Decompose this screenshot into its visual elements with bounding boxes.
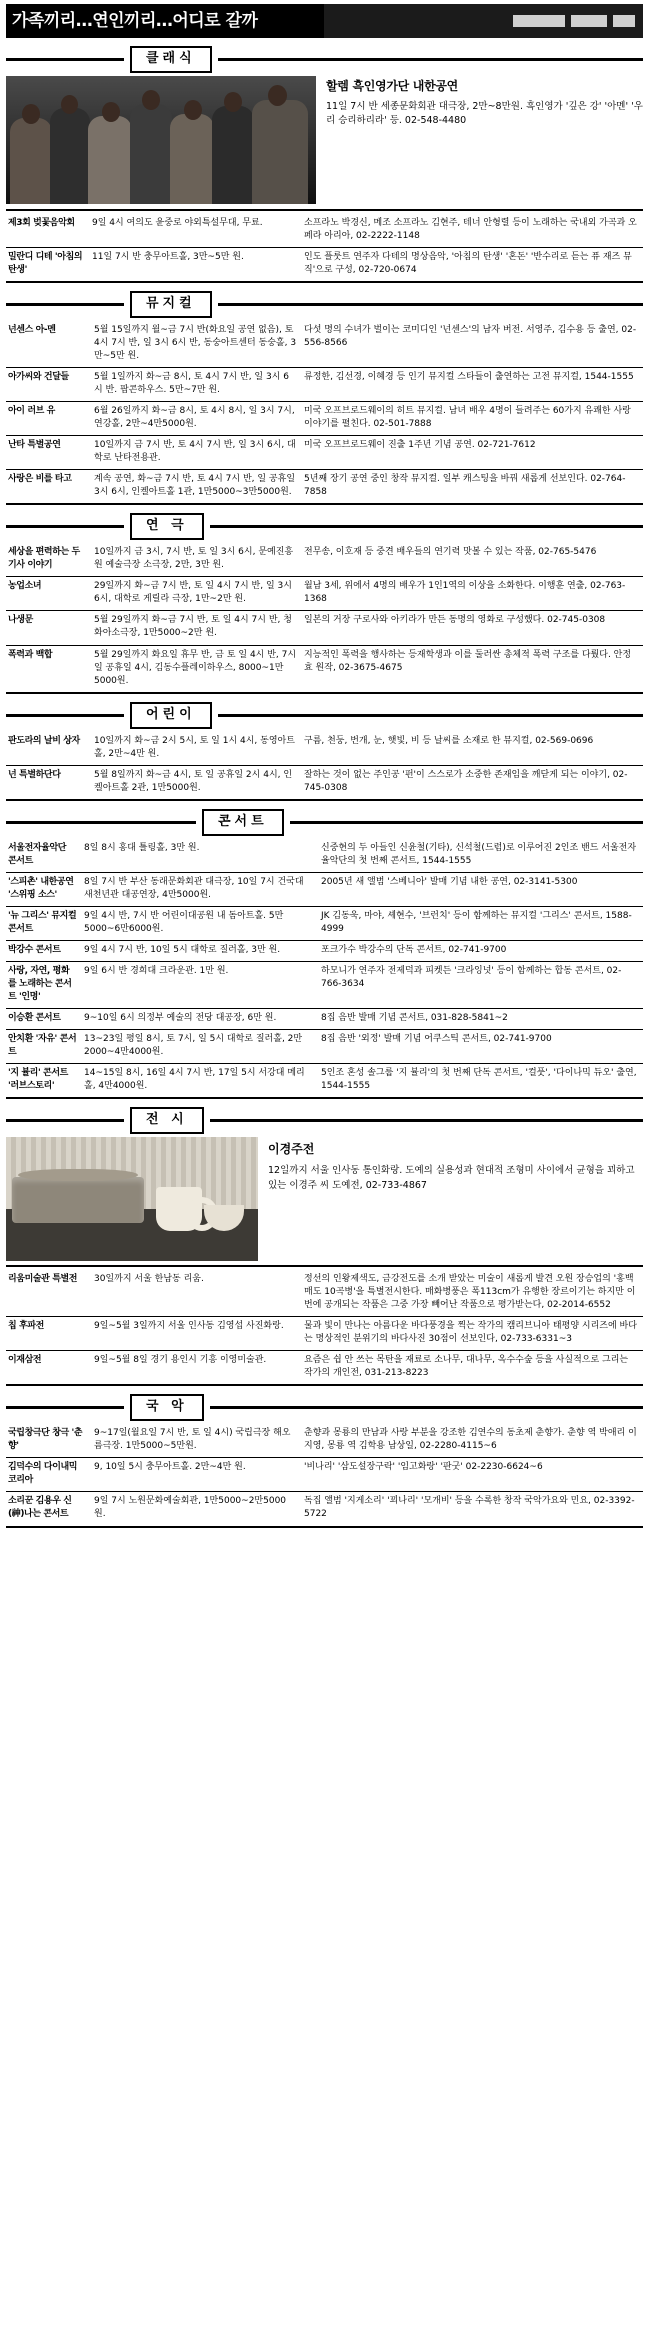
- table-row: [6, 1270, 643, 1317]
- table-row: [6, 1064, 643, 1099]
- row-desc: 전무송, 이호재 등 중견 배우들의 연기력 맛볼 수 있는 작품, 02-765-5476: [302, 543, 643, 577]
- row-detail: 8일 8시 홍대 틀링홀, 3만 원.: [82, 839, 312, 873]
- row-detail: 9, 10일 5시 충무아트홀. 2만~4만 원.: [92, 1458, 302, 1492]
- table-row: [6, 611, 643, 645]
- feature-title-exhibition: 이경주전: [268, 1142, 315, 1157]
- table-row: [6, 368, 643, 402]
- rule-left: [6, 714, 124, 717]
- rule-left: [6, 1119, 124, 1122]
- row-title: 아가씨와 건달들: [6, 368, 92, 402]
- listing-musical: [6, 321, 643, 506]
- table-row: [6, 577, 643, 611]
- rule-right: [210, 525, 643, 528]
- row-detail: 8일 7시 반 부산 동래문화회관 대극장, 10일 7시 건국대 새천년관 대공연장, 4만5000원.: [82, 872, 312, 906]
- row-detail: 29일까지 화~금 7시 반, 토 일 4시 7시 반, 일 3시 6시, 대학로 게릴라 극장, 1만~2만 원.: [92, 577, 302, 611]
- newspaper-page: [0, 4, 649, 1544]
- row-title: '뉴 그리스' 뮤지컬 콘서트: [6, 906, 82, 940]
- row-desc: 포크가수 박강수의 단독 콘서트, 02-741-9700: [319, 940, 643, 961]
- section-label-concert: 콘서트: [202, 809, 284, 836]
- section-header-gugak: [6, 1394, 643, 1421]
- listing-concert: [6, 839, 643, 1100]
- row-desc: 지능적인 폭력을 행사하는 등재학생과 이를 둘러싼 총체적 폭력 구조를 다뤘다. 안정효 원작, 02-3675-4675: [302, 645, 643, 693]
- masthead: [6, 4, 643, 38]
- row-title: 리움미술관 특별전: [6, 1270, 92, 1317]
- table-row: [6, 247, 643, 282]
- row-desc: 다섯 명의 수녀가 벌이는 코미디인 '넌센스'의 남자 버전. 서영주, 김수용 등 출연, 02-556-8566: [302, 321, 643, 368]
- row-detail: 5월 15일까지 월~금 7시 반(화요일 공연 없음), 토 4시 7시 반, 일 3시 6시 반, 동숭아트센터 동숭홀, 3만~5만 원.: [92, 321, 302, 368]
- table-row: [6, 470, 643, 505]
- listing-gugak: [6, 1424, 643, 1527]
- row-gap: [312, 940, 319, 961]
- row-detail: 9일 7시 노원문화예술회관, 1만5000~2만5000원.: [92, 1492, 302, 1527]
- table-row: [6, 214, 643, 248]
- decor-block-1: [513, 15, 565, 27]
- row-title: 김덕수의 다이내믹 코리아: [6, 1458, 92, 1492]
- table-row: [6, 1458, 643, 1492]
- section-label-gugak: 국 악: [130, 1394, 204, 1421]
- row-title: 칩 후파전: [6, 1317, 92, 1351]
- row-detail: 13~23일 평일 8시, 토 7시, 일 5시 대학로 질러홀, 2만2000~4만4000원.: [82, 1030, 312, 1064]
- rule-right: [290, 821, 643, 824]
- row-title: '스피촌' 내한공연 '스위핑 소스': [6, 872, 82, 906]
- table-row: [6, 321, 643, 368]
- rule-left: [6, 1406, 124, 1409]
- row-desc: 정선의 인왕제색도, 금강전도를 소개 받았는 미술이 새롭게 발견 오원 장승업의 '홍백매도 10곡병'을 특별전시한다. 매화병풍은 폭113cm가 유행한 장르이기는 하지만 이번에 공개되는 작품은 그중 가장 빼어난 작품으로 평가받는다, 02-2014-6552: [302, 1270, 643, 1317]
- divider: [6, 1265, 643, 1267]
- section-header-play: [6, 513, 643, 540]
- rule-right: [210, 1119, 643, 1122]
- row-desc: 소프라노 박경신, 메조 소프라노 김현주, 테너 안형렬 등이 노래하는 국내외 가곡과 오페라 아리아, 02-2222-1148: [302, 214, 643, 248]
- rule-right: [210, 1406, 643, 1409]
- row-desc: 월남 3세, 위에서 4명의 배우가 1인1역의 이상을 소화한다. 이행훈 연출, 02-763-1368: [302, 577, 643, 611]
- section-header-musical: [6, 291, 643, 318]
- row-detail: 계속 공연, 화~금 7시 반, 토 4시 7시 반, 일 공휴일 3시 6시, 인켈아트홀 1관, 1만5000~3만5000원.: [92, 470, 302, 505]
- row-gap: [312, 1064, 319, 1099]
- masthead-title: 가족끼리…연인끼리…어디로 갈까: [6, 4, 324, 38]
- row-title: 넌 특별하단다: [6, 765, 92, 800]
- row-desc: 춘향과 몽룡의 만남과 사랑 부분을 강조한 김연수의 동초제 춘향가. 춘향 역 박애리 이지영, 몽룡 역 김학용 남상일, 02-2280-4115~6: [302, 1424, 643, 1458]
- listing-kids: [6, 732, 643, 801]
- row-desc: 류정한, 김선경, 이혜경 등 인기 뮤지컬 스타들이 출연하는 고전 뮤지컬, 1544-1555: [302, 368, 643, 402]
- table-row: [6, 645, 643, 693]
- row-title: 박강수 콘서트: [6, 940, 82, 961]
- row-title: 국립창극단 창극 '춘향': [6, 1424, 92, 1458]
- row-title: 소리꾼 김용우 신(神)나는 콘서트: [6, 1492, 92, 1527]
- feature-classic: [6, 76, 643, 204]
- row-desc: 잘하는 것이 없는 주인공 '펀'이 스스로가 소중한 존재임을 깨닫게 되는 이야기, 02-745-0308: [302, 765, 643, 800]
- feature-text-exhibition: [268, 1137, 643, 1261]
- row-gap: [312, 961, 319, 1008]
- rule-right: [218, 714, 643, 717]
- decor-block-2: [571, 15, 607, 27]
- row-detail: 5월 8일까지 화~금 4시, 토 일 공휴일 2시 4시, 인켈아트홀 2관, 1만5000원.: [92, 765, 302, 800]
- rule-right: [218, 58, 643, 61]
- row-desc: 미국 오프브로드웨이 진출 1주년 기념 공연. 02-721-7612: [302, 436, 643, 470]
- listing-exhibition: [6, 1270, 643, 1386]
- row-detail: 10일까지 화~금 2시 5시, 토 일 1시 4시, 동영아트홀, 2만~4만 원.: [92, 732, 302, 766]
- feature-photo-classic: [6, 76, 316, 204]
- row-detail: 11일 7시 반 충무아트홀, 3만~5만 원.: [90, 247, 302, 282]
- listing-play: [6, 543, 643, 693]
- decor-block-3: [613, 15, 635, 27]
- feature-body-classic: 11일 7시 반 세종문화회관 대극장, 2만~8만원. 흑인영가 '깊은 강' '아멘' '우리 승리하리라' 등. 02-548-4480: [326, 101, 643, 127]
- masthead-decor: [324, 4, 643, 38]
- row-title: 난타 특별공연: [6, 436, 92, 470]
- row-detail: 9일 4시 여의도 윤중로 야외특설무대, 무료.: [90, 214, 302, 248]
- rule-left: [6, 525, 124, 528]
- row-title: 아이 러브 유: [6, 402, 92, 436]
- table-row: [6, 1317, 643, 1351]
- row-title: 농업소녀: [6, 577, 92, 611]
- row-detail: 9일~5월 8일 경기 용인시 기흥 이영미술관.: [92, 1351, 302, 1386]
- table-row: [6, 436, 643, 470]
- table-row: [6, 1492, 643, 1527]
- row-desc: 물과 빛이 만나는 아름다운 바다풍경을 찍는 작가의 캠리브니아 태평양 시리즈에 바다는 명상적인 분위기의 바다사진 30점이 선보인다, 02-733-6331~3: [302, 1317, 643, 1351]
- row-desc: 일본의 거장 구로사와 아키라가 만든 동명의 영화로 구성했다. 02-745-0308: [302, 611, 643, 645]
- feature-title-classic: 할렘 흑인영가단 내한공연: [326, 78, 458, 93]
- row-title: 제3회 벚꽃음악회: [6, 214, 90, 248]
- table-row: [6, 1009, 643, 1030]
- row-desc: 독집 앨범 '지게소리' '꾀나리' '모개비' 등을 수록한 창작 국악가요와 민요, 02-3392-5722: [302, 1492, 643, 1527]
- row-title: 세상을 편력하는 두 기사 이야기: [6, 543, 92, 577]
- row-desc: '비나리' '삼도설장구락' '임고화랑' '판굿' 02-2230-6624~6: [302, 1458, 643, 1492]
- rule-left: [6, 303, 124, 306]
- row-detail: 10일까지 금 7시 반, 토 4시 7시 반, 일 3시 6시, 대학로 난타전용관.: [92, 436, 302, 470]
- row-desc: 미국 오프브로드웨이의 히트 뮤지컬. 남녀 배우 4명이 들려주는 60가지 유쾌한 사랑 이야기를 펼친다. 02-501-7888: [302, 402, 643, 436]
- rule-left: [6, 821, 196, 824]
- row-gap: [312, 839, 319, 873]
- section-label-classic: 클래식: [130, 46, 212, 73]
- row-title: 밀란디 디테 '아침의 탄생': [6, 247, 90, 282]
- row-gap: [312, 906, 319, 940]
- feature-photo-exhibition: [6, 1137, 258, 1261]
- divider: [6, 209, 643, 211]
- section-header-concert: [6, 809, 643, 836]
- table-row: [6, 906, 643, 940]
- row-detail: 9~17일(월요일 7시 반, 토 일 4시) 국립극장 해오름극장. 1만5000~5만원.: [92, 1424, 302, 1458]
- row-gap: [312, 1009, 319, 1030]
- row-desc: 요즘은 쉽 안 쓰는 목탄을 재료로 소나무, 대나무, 옥수수숲 등을 사실적으로 그리는 작가의 개인전, 031-213-8223: [302, 1351, 643, 1386]
- row-detail: 5월 29일까지 화요일 휴무 반, 금 토 일 4시 반, 7시 일 공휴일 4시, 김동수플레이하우스, 8000~1만5000원.: [92, 645, 302, 693]
- row-title: 폭력과 백합: [6, 645, 92, 693]
- row-title: 판도라의 날비 상자: [6, 732, 92, 766]
- listing-classic: [6, 214, 643, 283]
- row-title: 사랑은 비를 타고: [6, 470, 92, 505]
- table-row: [6, 1030, 643, 1064]
- row-desc: 구름, 천둥, 번개, 눈, 햇빛, 비 등 날씨를 소재로 한 뮤지컬, 02-569-0696: [302, 732, 643, 766]
- row-detail: 9일 4시 7시 반, 10일 5시 대학로 질러홀, 3만 원.: [82, 940, 312, 961]
- table-row: [6, 765, 643, 800]
- rule-right: [218, 303, 643, 306]
- row-title: 안치환 '자유' 콘서트: [6, 1030, 82, 1064]
- row-desc: 5년째 장기 공연 중인 창작 뮤지컬. 일부 캐스팅을 바꿔 새롭게 선보인다. 02-764-7858: [302, 470, 643, 505]
- section-label-musical: 뮤지컬: [130, 291, 212, 318]
- feature-text-classic: [326, 76, 643, 204]
- footer-spacer: [6, 1528, 643, 1534]
- row-detail: 5월 1일까지 화~금 8시, 토 4시 7시 반, 일 3시 6시 반. 팝콘하우스. 5만~7만 원.: [92, 368, 302, 402]
- row-desc: 하모니가 연주자 전제덕과 피켓든 '크라잉넛' 등이 함께하는 합동 콘서트, 02-766-3634: [319, 961, 643, 1008]
- row-desc: 2005년 새 앨범 '스베니아' 발매 기념 내한 공연, 02-3141-5300: [319, 872, 643, 906]
- row-detail: 9~10일 6시 의정부 예술의 전당 대공장, 6만 원.: [82, 1009, 312, 1030]
- table-row: [6, 732, 643, 766]
- row-title: 이재삼전: [6, 1351, 92, 1386]
- section-label-play: 연 극: [130, 513, 204, 540]
- table-row: [6, 1351, 643, 1386]
- row-desc: 8집 음반 '외정' 발매 기념 어쿠스틱 콘서트, 02-741-9700: [319, 1030, 643, 1064]
- section-header-exhibition: [6, 1107, 643, 1134]
- section-label-kids: 어린이: [130, 702, 212, 729]
- row-detail: 6월 26일까지 화~금 8시, 토 4시 8시, 일 3시 7시, 연강홀, 2만~4만5000원.: [92, 402, 302, 436]
- row-title: 서울전자율악단 콘서트: [6, 839, 82, 873]
- rule-left: [6, 58, 124, 61]
- table-row: [6, 940, 643, 961]
- row-detail: 9일 6시 반 경희대 크라운관. 1만 원.: [82, 961, 312, 1008]
- row-gap: [312, 872, 319, 906]
- table-row: [6, 543, 643, 577]
- row-detail: 5월 29일까지 화~금 7시 반, 토 일 4시 7시 반, 청화아소극장, 1만5000~2만 원.: [92, 611, 302, 645]
- row-desc: 5인조 혼성 솔그룹 '지 뷸리'의 첫 번째 단독 콘서트, '컬풋', '다이나믹 듀오' 출연, 1544-1555: [319, 1064, 643, 1099]
- row-detail: 9일 4시 반, 7시 반 어린이대공원 내 돔아트홀. 5만5000~6만6000원.: [82, 906, 312, 940]
- feature-exhibition: [6, 1137, 643, 1261]
- row-desc: JK 김동욱, 마야, 셰현수, '브런치' 등이 함께하는 뮤지컬 '그리스' 콘서트, 1588-4999: [319, 906, 643, 940]
- section-header-classic: [6, 46, 643, 73]
- row-desc: 신중현의 두 아들인 신윤철(기타), 신석철(드럼)로 이루어진 2인조 밴드 서울전자율악단의 첫 번째 콘서트, 1544-1555: [319, 839, 643, 873]
- feature-body-exhibition: 12일까지 서울 인사동 통인화랑. 도예의 실용성과 현대적 조형미 사이에서 균형을 꾀하고 있는 이경주 씨 도예전, 02-733-4867: [268, 1165, 635, 1192]
- table-row: [6, 961, 643, 1008]
- row-title: 넌센스 아-멘: [6, 321, 92, 368]
- section-header-kids: [6, 702, 643, 729]
- row-title: '지 뷸리' 콘서트 '러브스토리': [6, 1064, 82, 1099]
- table-row: [6, 839, 643, 873]
- row-title: 나생문: [6, 611, 92, 645]
- row-title: 이승환 콘서트: [6, 1009, 82, 1030]
- table-row: [6, 872, 643, 906]
- table-row: [6, 402, 643, 436]
- row-detail: 9일~5월 3일까지 서울 인사동 김영섭 사진화랑.: [92, 1317, 302, 1351]
- row-desc: 8집 음반 발매 기념 콘서트, 031-828-5841~2: [319, 1009, 643, 1030]
- section-label-exhibition: 전 시: [130, 1107, 204, 1134]
- row-detail: 30일까지 서울 한남동 리움.: [92, 1270, 302, 1317]
- table-row: [6, 1424, 643, 1458]
- row-gap: [312, 1030, 319, 1064]
- row-title: 사랑, 자연, 평화를 노래하는 콘서트 '인명': [6, 961, 82, 1008]
- row-detail: 14~15일 8시, 16일 4시 7시 반, 17일 5시 서강대 메리홀, 4만4000원.: [82, 1064, 312, 1099]
- row-detail: 10일까지 금 3시, 7시 반, 토 일 3시 6시, 문예진흥원 예술극장 소극장, 2만, 3만 원.: [92, 543, 302, 577]
- row-desc: 인도 플룻트 연주자 다테의 명상음악, '아침의 탄생' '혼돈' '반수리로 듣는 퓨 재즈 뮤직'으로 구성, 02-720-0674: [302, 247, 643, 282]
